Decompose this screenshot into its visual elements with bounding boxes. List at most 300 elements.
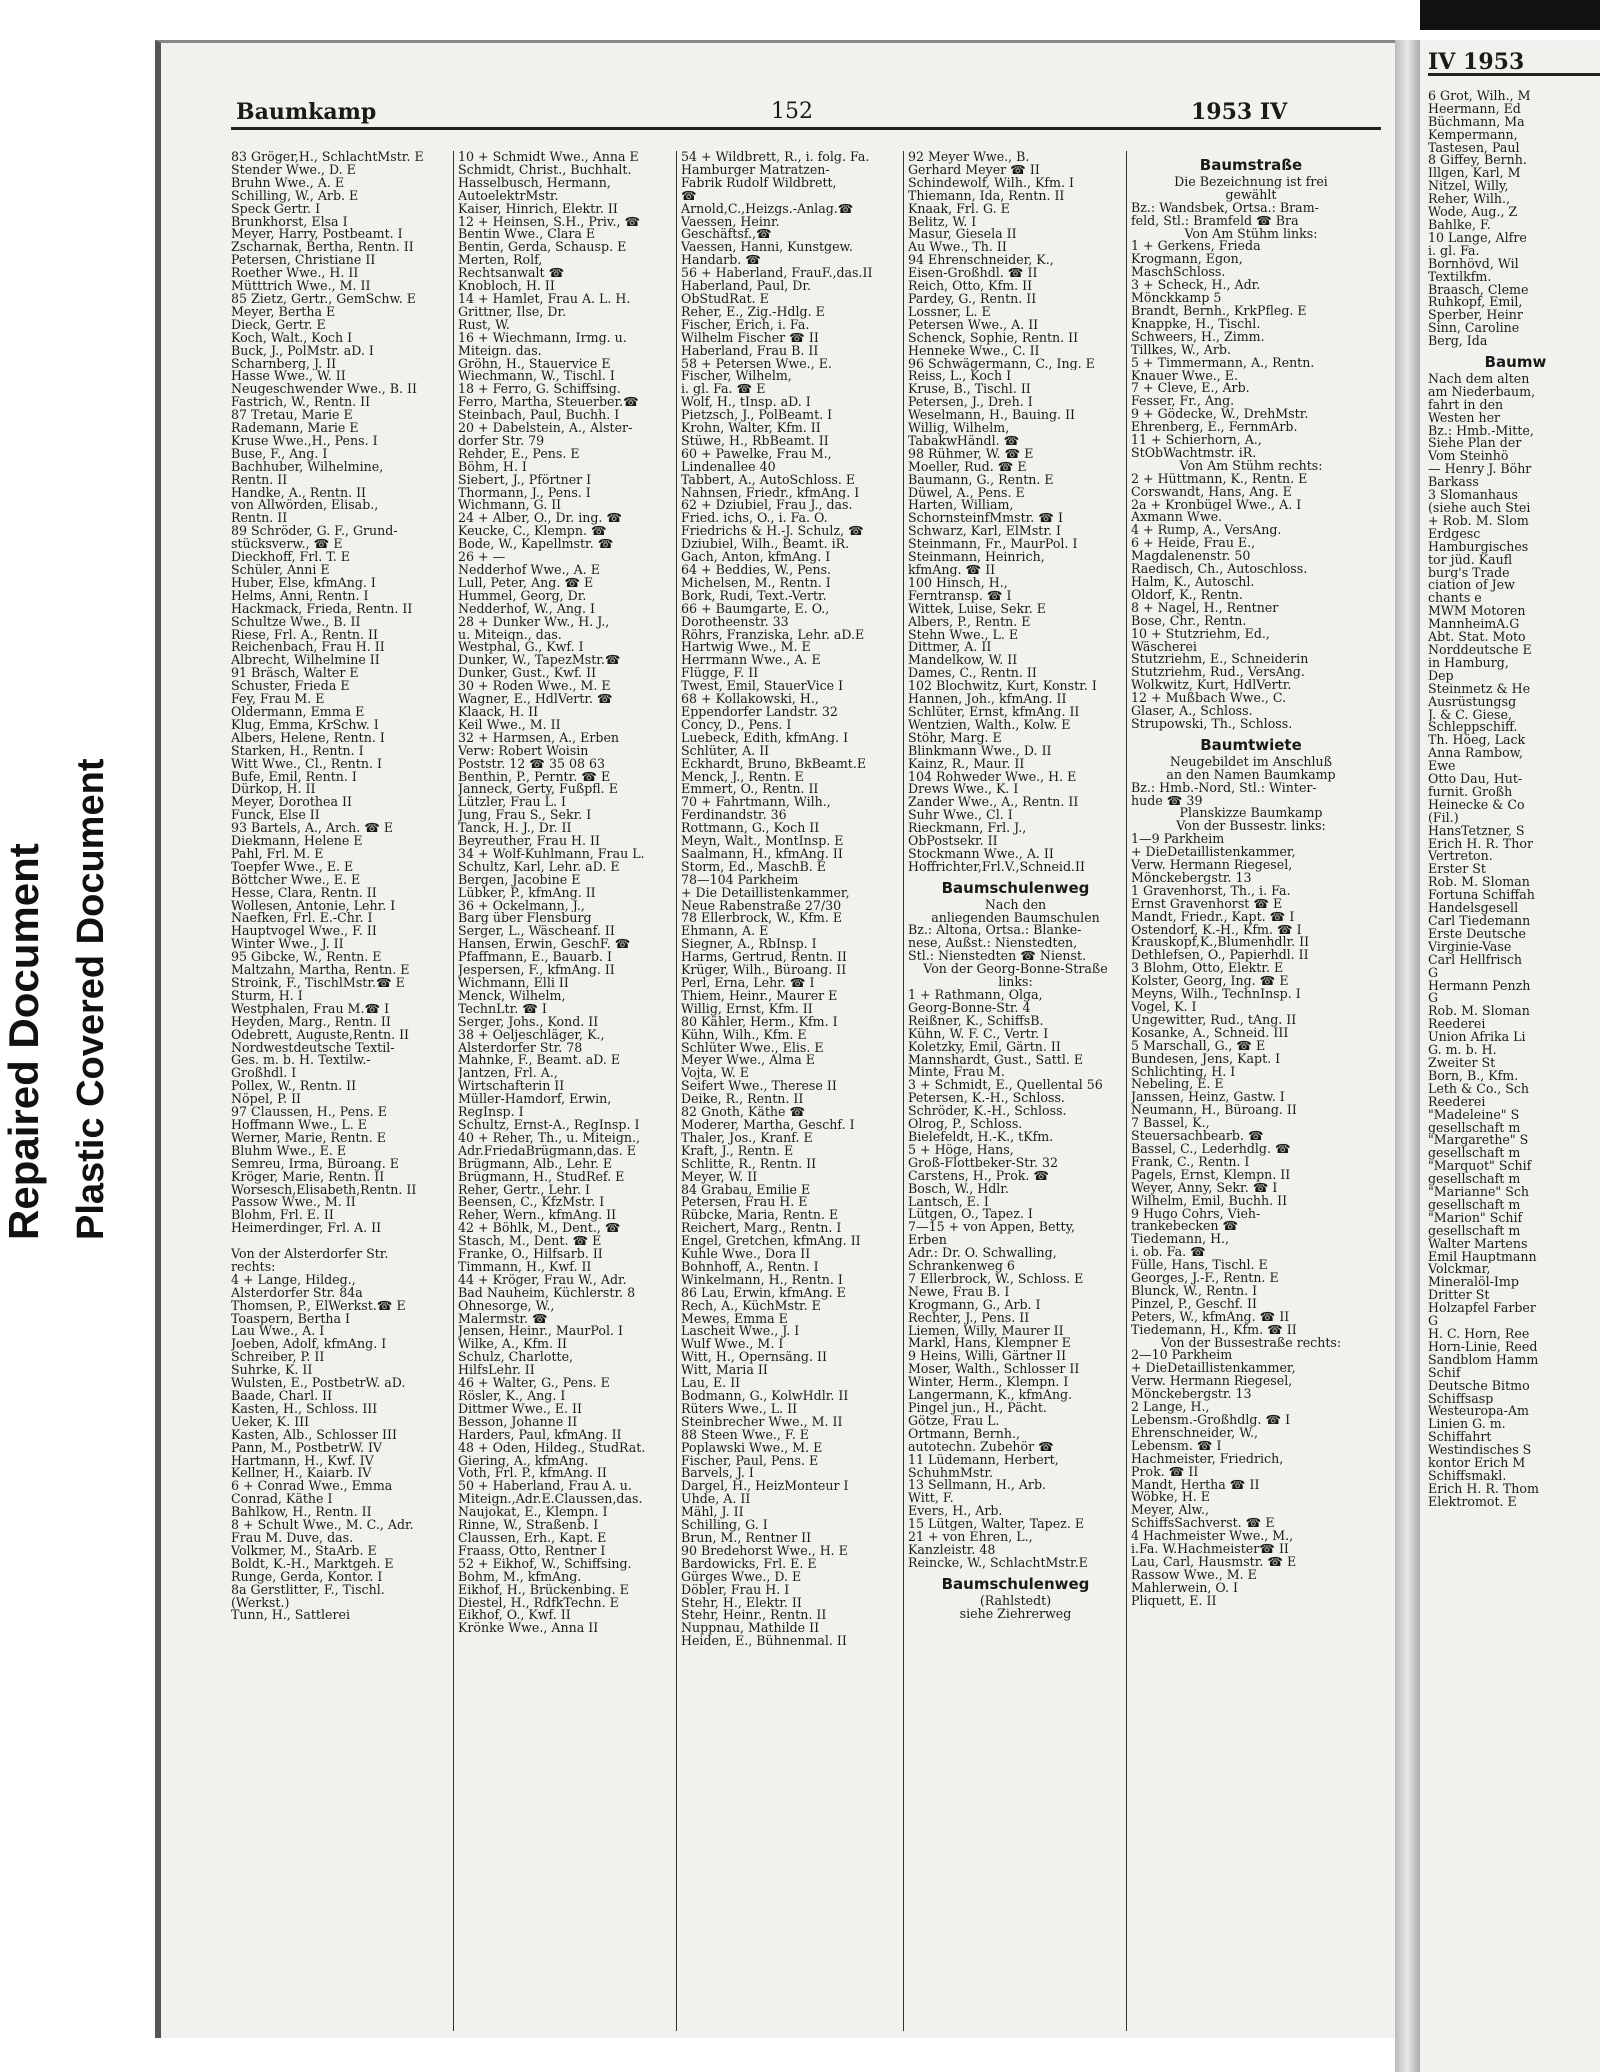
- directory-page: [155, 40, 1401, 2038]
- directory-entry: hude ☎ 39: [1131, 794, 1203, 808]
- directory-entry: Ruhkopf, Emil,: [1428, 296, 1523, 310]
- directory-entry: Merten, Rolf,: [458, 254, 543, 268]
- directory-entry: 102 Blochwitz, Kurt, Konstr. I: [908, 680, 1097, 694]
- directory-entry: Baumann, G., Rentn. E: [908, 473, 1054, 487]
- directory-entry: Alsterdorfer Str. 78: [458, 1041, 583, 1055]
- directory-entry: Schüler, Anni E: [231, 564, 330, 577]
- directory-entry: Pingel jun., H., Pächt.: [908, 1402, 1047, 1415]
- directory-entry: Kosanke, A., Schneid. III: [1131, 1026, 1289, 1040]
- directory-entry: 96 Schwägermann, C., Ing. E: [908, 357, 1095, 371]
- directory-entry: Volckmar,: [1428, 1263, 1491, 1277]
- directory-entry: Bluhm Wwe., E. E: [231, 1144, 347, 1158]
- directory-entry: 32 + Harmsen, A., Erben: [458, 731, 620, 745]
- directory-entry: Ferntransp. ☎ I: [908, 589, 1012, 603]
- directory-entry: MWM Motoren: [1428, 605, 1526, 619]
- directory-entry: 1 Gravenhorst, Th., i. Fa.: [1131, 884, 1291, 898]
- directory-entry: 68 + Kollakowski, H.,: [681, 693, 819, 706]
- directory-entry: Stehr, H., Elektr. II: [681, 1596, 802, 1610]
- directory-entry: Winter, Herm., Klempn. I: [908, 1376, 1069, 1390]
- directory-entry: Neue Rabenstraße 27/30: [681, 899, 842, 913]
- directory-entry: 7 Bassel, K.,: [1131, 1117, 1210, 1131]
- directory-entry: Rechtsanwalt ☎: [458, 267, 565, 281]
- directory-entry: Krauskopf,K.,Blumenhdlr. II: [1131, 936, 1310, 950]
- directory-entry: 3 Blohm, Otto, Elektr. E: [1131, 962, 1284, 976]
- directory-entry: Kolster, Georg, Ing. ☎ E: [1131, 975, 1289, 989]
- directory-entry: Moderer, Martha, Geschf. I: [681, 1118, 855, 1132]
- directory-entry: Winkelmann, H., Rentn. I: [681, 1273, 843, 1287]
- directory-entry: 30 + Roden Wwe., M. E: [458, 680, 611, 694]
- directory-entry: ObStudRat. E: [681, 292, 769, 306]
- directory-entry: Gröhn, H., Stauervice E: [458, 357, 611, 371]
- directory-entry: Menck, Wilhelm,: [458, 989, 566, 1003]
- directory-entry: Bentin Wwe., Clara E: [458, 228, 596, 242]
- directory-entry: Tiedemann, H., Kfm. ☎ II: [1131, 1323, 1297, 1337]
- directory-entry: Heimerdinger, Frl. A. II: [231, 1222, 382, 1236]
- directory-entry: Elektromot. E: [1428, 1495, 1517, 1509]
- directory-entry: Fischer, Erich, i. Fa.: [681, 318, 810, 332]
- directory-entry: Böttcher Wwe., E. E: [231, 873, 361, 887]
- directory-entry: Peters, W., kfmAng. ☎ II: [1131, 1310, 1290, 1324]
- directory-entry: Nedderhof, W., Ang. I: [458, 602, 595, 616]
- directory-entry: Siebert, J., Pförtner I: [458, 473, 592, 487]
- directory-entry: Perl, Erna, Lehr. ☎ I: [681, 977, 815, 990]
- directory-entry: (Werkst.): [231, 1596, 290, 1610]
- directory-entry: Schultz, Ernst-A., RegInsp. I: [458, 1118, 640, 1132]
- directory-entry: Fischer, Wilhelm,: [681, 370, 792, 384]
- directory-entry: Toaspern, Bertha I: [231, 1312, 351, 1326]
- directory-entry: Koletzky, Emil, Gärtn. II: [908, 1040, 1061, 1054]
- directory-entry: Rottmann, G., Koch II: [681, 822, 820, 836]
- directory-entry: i. ob. Fa. ☎: [1131, 1246, 1206, 1260]
- directory-entry: TechnLtr. ☎ I: [458, 1002, 547, 1016]
- directory-entry: 78 Ellerbrock, W., Kfm. E: [681, 912, 843, 926]
- directory-entry: Reichert, Marg., Rentn. I: [681, 1222, 842, 1236]
- directory-entry: Schilling, G. I: [681, 1519, 768, 1532]
- directory-entry: chants e: [1428, 592, 1482, 606]
- directory-entry: Luebeck, Edith, kfmAng. I: [681, 731, 849, 745]
- directory-entry: Petersen, Frau H. E: [681, 1196, 808, 1210]
- directory-entry: Poplawski Wwe., M. E: [681, 1441, 823, 1455]
- directory-entry: Buck, J., PolMstr. aD. I: [231, 344, 374, 358]
- directory-entry: Wilhelm, Emil, Buchh. II: [1131, 1194, 1288, 1208]
- directory-entry: Hackmack, Frieda, Rentn. II: [231, 602, 413, 616]
- directory-entry: G: [1428, 992, 1439, 1006]
- section-note: gewählt: [1225, 186, 1277, 202]
- directory-entry: Hoffrichter,Frl.V.,Schneid.II: [908, 860, 1085, 874]
- directory-entry: 15 Lütgen, Walter, Tapez. E: [908, 1518, 1085, 1532]
- directory-entry: 12 + Mußbach Wwe., C.: [1131, 692, 1287, 706]
- directory-entry: Willig, Ernst, Kfm. II: [681, 1002, 813, 1016]
- directory-entry: Adr.: Dr. O. Schwalling,: [908, 1247, 1057, 1261]
- directory-entry: 1 + Rathmann, Olga,: [908, 989, 1043, 1002]
- directory-entry: Funck, Else II: [231, 809, 320, 823]
- directory-entry: Stutzriehm, Rud., VersAng.: [1131, 666, 1305, 680]
- directory-entry: Miteign. das.: [458, 344, 542, 358]
- directory-entry: Keil Wwe., M. II: [458, 718, 561, 732]
- directory-entry: Vom Steinhö: [1428, 450, 1509, 464]
- directory-entry: Fesser, Fr., Ang.: [1131, 395, 1235, 409]
- directory-entry: Emmert, O., Rentn. II: [681, 783, 819, 797]
- directory-entry: in Hamburg,: [1428, 656, 1509, 670]
- directory-entry: Timmann, H., Kwf. II: [458, 1260, 592, 1274]
- directory-entry: Düwel, A., Pens. E: [908, 486, 1025, 500]
- directory-entry: Reher, Wilh.,: [1428, 193, 1511, 207]
- directory-entry: autotechn. Zubehör ☎: [908, 1440, 1054, 1454]
- directory-entry: 6 + Conrad Wwe., Emma: [231, 1480, 393, 1494]
- directory-entry: Vaessen, Heinr.: [681, 215, 780, 229]
- directory-entry: 28 + Dunker Ww., H. J.,: [458, 615, 610, 629]
- directory-entry: 5 + Timmermann, A., Rentn.: [1131, 356, 1315, 370]
- directory-entry: Meyer, W. II: [681, 1170, 758, 1184]
- directory-entry: Steinmann, Heinrich,: [908, 551, 1045, 564]
- directory-entry: Conrad, Käthe I: [231, 1493, 333, 1507]
- directory-entry: Janneck, Gerty, Fußpfl. E: [458, 783, 618, 797]
- directory-entry: Miteign.,Adr.E.Claussen,das.: [458, 1493, 643, 1507]
- directory-entry: Mandelkow, W. II: [908, 654, 1018, 668]
- directory-entry: Barg über Flensburg: [458, 912, 592, 926]
- directory-entry: Tunn, H., Sattlerei: [231, 1609, 350, 1623]
- directory-entry: Stroink, F., TischlMstr.☎ E: [231, 977, 405, 990]
- directory-entry: HansTetzner, S: [1428, 824, 1525, 838]
- directory-entry: Wittek, Luise, Sekr. E: [908, 602, 1046, 616]
- directory-entry: Herrmann Wwe., A. E: [681, 654, 821, 668]
- directory-entry: Zander Wwe., A., Rentn. II: [908, 796, 1079, 810]
- directory-entry: Vertreton.: [1428, 850, 1493, 864]
- directory-entry: ☎: [681, 189, 697, 203]
- directory-entry: Georg-Bonne-Str. 4: [908, 1001, 1031, 1015]
- directory-entry: Storm, Ed., MaschB. E: [681, 860, 826, 874]
- directory-entry: "Marion" Schif: [1428, 1211, 1523, 1225]
- directory-entry: Stutzriehm, E., Schneiderin: [1131, 653, 1309, 667]
- directory-entry: Schleppschiff.: [1428, 721, 1518, 735]
- directory-entry: Westphalen, Frau M.☎ I: [231, 1002, 390, 1016]
- directory-entry: Ueker, K. III: [231, 1415, 310, 1429]
- directory-entry: Lütgen, O., Tapez. I: [908, 1208, 1033, 1222]
- directory-entry: Nach dem alten: [1428, 372, 1530, 386]
- directory-entry: 87 Tretau, Marie E: [231, 409, 353, 423]
- directory-entry: Stender Wwe., D. E: [231, 163, 356, 177]
- directory-entry: Stehn Wwe., L. E: [908, 628, 1019, 642]
- directory-entry: Deike, R., Rentn. II: [681, 1093, 804, 1107]
- directory-entry: Arnold,C.,Heizgs.-Anlag.☎: [681, 202, 854, 216]
- adjacent-page: [1420, 40, 1600, 2072]
- column-4: [908, 151, 1123, 1621]
- directory-entry: Blunck, W., Rentn. I: [1131, 1284, 1258, 1298]
- directory-entry: Saalmann, H., kfmAng. II: [681, 847, 843, 861]
- directory-entry: Virginie-Vase: [1428, 940, 1512, 954]
- directory-entry: Bork, Rudi, Text.-Vertr.: [681, 589, 827, 603]
- directory-entry: 93 Bartels, A., Arch. ☎ E: [231, 822, 394, 836]
- directory-entry: Olrog, P., Schloss.: [908, 1118, 1023, 1131]
- directory-entry: 1—9 Parkheim: [1131, 833, 1225, 847]
- directory-entry: Mütttrich Wwe., M. II: [231, 280, 371, 293]
- directory-entry: Hartmann, H., Kwf. IV: [231, 1454, 374, 1468]
- directory-entry: Bosch, W., Hdlr.: [908, 1182, 1009, 1196]
- directory-entry: Tastesen, Paul: [1428, 141, 1520, 155]
- directory-entry: Meyer, Bertha E: [231, 305, 336, 319]
- directory-entry: stücksverw., ☎ E: [231, 538, 343, 552]
- directory-entry: Schreiber, P. II: [231, 1351, 325, 1365]
- directory-entry: Beensen, C., KfzMstr. I: [458, 1196, 605, 1210]
- directory-entry: 58 + Petersen Wwe., E.: [681, 357, 832, 371]
- directory-entry: Hummel, Georg, Dr.: [458, 589, 587, 603]
- directory-entry: Pardey, G., Rentn. II: [908, 292, 1037, 306]
- directory-entry: Concy, D., Pens. I: [681, 718, 792, 732]
- directory-entry: Stasch, M., Dent. ☎ E: [458, 1235, 602, 1249]
- directory-entry: Zweiter St: [1428, 1056, 1496, 1070]
- directory-entry: Eppendorfer Landstr. 32: [681, 705, 838, 719]
- directory-entry: 10 + Stutzriehm, Ed.,: [1131, 627, 1270, 641]
- directory-entry: Wichmann, G. II: [458, 499, 562, 513]
- directory-entry: SchornsteinfMmstr. ☎ I: [908, 512, 1063, 526]
- section-note: Von der Georg-Bonne-Straße: [923, 961, 1108, 977]
- directory-entry: Rehder, E., Pens. E: [458, 447, 580, 461]
- directory-entry: 54 + Wildbrett, R., i. folg. Fa.: [681, 151, 870, 164]
- directory-entry: Dittmer Wwe., E. II: [458, 1402, 583, 1416]
- directory-entry: Zscharnak, Bertha, Rentn. II: [231, 241, 414, 255]
- directory-entry: Reher, Gertr., Lehr. I: [458, 1183, 590, 1197]
- directory-entry: Mahnke, F., Beamt. aD. E: [458, 1054, 621, 1068]
- directory-entry: tor jüd. Kaufl: [1428, 553, 1513, 567]
- directory-entry: Kaiser, Hinrich, Elektr. II: [458, 202, 618, 216]
- directory-entry: 24 + Alber, O., Dr. ing. ☎: [458, 512, 623, 526]
- directory-entry: Hamburgisches: [1428, 540, 1529, 554]
- directory-entry: Menck, J., Rentn. E: [681, 770, 804, 784]
- section-note: (Rahlstedt): [979, 1592, 1052, 1608]
- directory-entry: Kühn, W. F. C., Vertr. I: [908, 1027, 1049, 1041]
- directory-entry: Fischer, Paul, Pens. E: [681, 1454, 819, 1468]
- directory-entry: Carl Tiedemann: [1428, 915, 1531, 928]
- directory-entry: 48 + Oden, Hildeg., StudRat.: [458, 1441, 646, 1455]
- directory-entry: 3 + Schmidt, E., Quellental 56: [908, 1079, 1103, 1093]
- directory-entry: Strupowski, Th., Schloss.: [1131, 717, 1293, 731]
- directory-entry: 10 Lange, Alfre: [1428, 231, 1527, 245]
- directory-entry: 2—10 Parkheim: [1131, 1349, 1233, 1363]
- directory-entry: HilfsLehr. II: [458, 1364, 535, 1378]
- directory-entry: Ehrenschneider, W.,: [1131, 1426, 1259, 1440]
- directory-entry: gesellschaft m: [1428, 1121, 1521, 1135]
- directory-entry: Knappke, H., Tischl.: [1131, 317, 1261, 331]
- directory-entry: Kanzleistr. 48: [908, 1543, 996, 1557]
- directory-entry: Westphal, G., Kwf. I: [458, 641, 584, 655]
- directory-entry: Petersen, J., Dreh. I: [908, 396, 1033, 410]
- directory-entry: Illgen, Karl, M: [1428, 167, 1521, 181]
- directory-entry: Rechter, J., Pens. II: [908, 1311, 1030, 1325]
- directory-entry: Pfaffmann, E., Bauarb. I: [458, 951, 612, 965]
- directory-entry: Braasch, Cleme: [1428, 283, 1529, 297]
- directory-entry: Weyer, Anny, Sekr. ☎ I: [1131, 1181, 1278, 1195]
- directory-entry: Groß-Flottbeker-Str. 32: [908, 1156, 1059, 1170]
- directory-entry: Bielefeldt, H.-K., tKfm.: [908, 1130, 1054, 1144]
- directory-entry: Kuhle Wwe., Dora II: [681, 1248, 811, 1261]
- directory-entry: (siehe auch Stei: [1428, 502, 1531, 515]
- directory-entry: Rentn. II: [231, 512, 288, 526]
- directory-entry: Hamburger Matratzen-: [681, 163, 830, 177]
- directory-entry: Seifert Wwe., Therese II: [681, 1080, 837, 1094]
- directory-entry: ObPostsekr. II: [908, 835, 998, 848]
- directory-entry: Schilling, W., Arb. E: [231, 189, 359, 203]
- directory-entry: 2 + Hüttmann, K., Rentn. E: [1131, 472, 1308, 486]
- directory-entry: Pinzel, P., Geschf. II: [1131, 1297, 1257, 1311]
- directory-entry: Westen her: [1428, 411, 1501, 425]
- directory-entry: Rübcke, Maria, Rentn. E: [681, 1209, 839, 1223]
- section-note: links:: [998, 974, 1033, 990]
- directory-entry: Speck Gertr. I: [231, 202, 321, 216]
- directory-entry: Eisen-Großhdl. ☎ II: [908, 267, 1038, 281]
- directory-entry: Dames, C., Rentn. II: [908, 667, 1037, 681]
- directory-entry: Alsterdorfer Str. 84a: [231, 1286, 363, 1300]
- directory-entry: Textilkfm.: [1428, 270, 1492, 284]
- directory-entry: Westindisches S: [1428, 1444, 1532, 1458]
- section-note: Nach den: [984, 896, 1047, 912]
- directory-entry: Reiss, L., Koch I: [908, 370, 1012, 384]
- directory-entry: Erich H. R. Thom: [1428, 1482, 1539, 1496]
- directory-entry: Helms, Anni, Rentn. I: [231, 589, 369, 603]
- directory-entry: Heermann, Ed: [1428, 102, 1521, 116]
- directory-entry: 50 + Haberland, Frau A. u.: [458, 1480, 632, 1494]
- directory-entry: Vogel, K. I: [1131, 1001, 1197, 1014]
- directory-entry: Haberland, Paul, Dr.: [681, 280, 812, 293]
- directory-entry: Schwarz, Karl, ElMstr. I: [908, 525, 1061, 539]
- directory-entry: trankebecken ☎: [1131, 1220, 1239, 1234]
- directory-entry: Siegner, A., RbInsp. I: [681, 938, 817, 952]
- directory-entry: 90 Bredehorst Wwe., H. E: [681, 1544, 848, 1558]
- directory-entry: Pann, M., PostbetrW. IV: [231, 1441, 383, 1455]
- directory-entry: Kühn, Wilh., Kfm. E: [681, 1028, 807, 1042]
- directory-entry: Von der Alsterdorfer Str.: [231, 1248, 389, 1261]
- column-5: [1131, 151, 1371, 1608]
- section-note: Planskizze Baumkamp: [1179, 805, 1323, 821]
- directory-entry: am Niederbaum,: [1428, 385, 1536, 399]
- directory-entry: 62 + Dziubiel, Frau J., das.: [681, 499, 853, 513]
- directory-entry: Hermann Penzh: [1428, 979, 1531, 993]
- directory-entry: Knauer Wwe., E.: [1131, 369, 1238, 383]
- directory-entry: + Die Detaillistenkammer,: [681, 886, 850, 900]
- directory-entry: Leth & Co., Sch: [1428, 1082, 1530, 1096]
- directory-entry: Nitzel, Willy,: [1428, 180, 1509, 194]
- directory-entry: Wagner, E., HdlVertr. ☎: [458, 693, 613, 706]
- directory-entry: 14 + Hamlet, Frau A. L. H.: [458, 292, 631, 306]
- directory-entry: 9 Heins, Willi, Gärtner II: [908, 1350, 1067, 1364]
- directory-entry: Suhrke, K. II: [231, 1364, 313, 1378]
- directory-entry: Mahlerwein, O. I: [1131, 1581, 1238, 1595]
- directory-entry: Nahnsen, Friedr., kfmAng. I: [681, 486, 860, 500]
- section-note: Von Am Stühm rechts:: [1179, 457, 1323, 473]
- directory-entry: Minte, Frau M.: [908, 1066, 1005, 1080]
- directory-entry: Jensen, Heinr., MaurPol. I: [458, 1325, 623, 1339]
- directory-entry: Twest, Emil, StauerVice I: [681, 680, 844, 694]
- directory-entry: Erich H. R. Thor: [1428, 837, 1533, 851]
- directory-entry: Lascheit Wwe., J. I: [681, 1325, 800, 1339]
- page-header: [161, 99, 1401, 129]
- directory-entry: Mähl, J. II: [681, 1506, 744, 1520]
- directory-entry: Sandblom Hamm: [1428, 1353, 1539, 1367]
- directory-entry: Kruse Wwe.,H., Pens. I: [231, 434, 378, 448]
- directory-entry: 1 + Gerkens, Frieda: [1131, 240, 1261, 254]
- section-note: Von der Bussestraße rechts:: [1160, 1334, 1342, 1350]
- directory-entry: Albrecht, Wilhelmine II: [231, 654, 380, 668]
- directory-entry: Schlitte, R., Rentn. II: [681, 1157, 817, 1171]
- directory-entry: 8 + Schult Wwe., M. C., Adr.: [231, 1519, 414, 1532]
- directory-entry: Bodmann, G., KolwHdlr. II: [681, 1390, 849, 1403]
- directory-entry: 42 + Böhlk, M., Dent., ☎: [458, 1222, 621, 1236]
- directory-entry: Carl Hellfrisch: [1428, 953, 1523, 967]
- directory-entry: Schiffsmakl.: [1428, 1469, 1507, 1483]
- section-note: Die Bezeichnung ist frei: [1174, 173, 1328, 189]
- directory-entry: Meyer Wwe., Alma E: [681, 1054, 815, 1068]
- directory-entry: Petersen, K.-H., Schloss.: [908, 1092, 1065, 1106]
- book-spine: [1395, 40, 1420, 2072]
- directory-entry: Janssen, Heinz, Gastw. I: [1131, 1091, 1285, 1105]
- directory-entry: Meyer, Dorothea II: [231, 796, 352, 810]
- directory-entry: Suhr Wwe., Cl. I: [908, 809, 1013, 823]
- directory-entry: 100 Hinsch, H.,: [908, 576, 1008, 590]
- directory-entry: kontor Erich M: [1428, 1457, 1526, 1470]
- directory-entry: Reichenbach, Frau H. II: [231, 641, 385, 655]
- scan-edge-band: [1420, 0, 1600, 30]
- directory-entry: Hesse, Clara, Rentn. II: [231, 886, 377, 900]
- directory-entry: 21 + von Ehren, L.,: [908, 1531, 1033, 1544]
- directory-entry: 38 + Oeljeschläger, K.,: [458, 1028, 605, 1042]
- directory-entry: 3 Slomanhaus: [1428, 489, 1519, 502]
- directory-entry: Witt, H., Opernsäng. II: [681, 1351, 827, 1365]
- directory-entry: Wichmann, Elli II: [458, 977, 569, 990]
- directory-entry: Jantzen, Frl. A.,: [458, 1067, 558, 1081]
- directory-entry: 97 Claussen, H., Pens. E: [231, 1106, 387, 1119]
- directory-entry: Witt Wwe., Cl., Rentn. I: [231, 757, 382, 771]
- directory-entry: Bornhövd, Wil: [1428, 257, 1519, 271]
- directory-entry: Schiffahrt: [1428, 1431, 1492, 1445]
- directory-entry: Jung, Frau S., Sekr. I: [458, 809, 592, 823]
- directory-entry: Holzapfel Farber: [1428, 1302, 1536, 1316]
- directory-entry: "Margarethe" S: [1428, 1134, 1529, 1148]
- directory-entry: Rentn. II: [231, 473, 288, 487]
- directory-entry: Berg, Ida: [1428, 335, 1488, 349]
- directory-entry: Harders, Paul, kfmAng. II: [458, 1428, 622, 1442]
- directory-entry: Schröder, K.-H., Schloss.: [908, 1105, 1067, 1119]
- directory-entry: 5 + Höge, Hans,: [908, 1143, 1014, 1157]
- directory-entry: Klug, Emma, KrSchw. I: [231, 718, 379, 732]
- directory-entry: Lebensm. ☎ I: [1131, 1439, 1222, 1453]
- directory-entry: Ohnesorge, W.,: [458, 1299, 555, 1313]
- directory-entry: Th. Höeg, Lack: [1428, 734, 1526, 748]
- directory-entry: Vojta, W. E: [681, 1067, 749, 1081]
- directory-entry: Bundesen, Jens, Kapt. I: [1131, 1052, 1281, 1066]
- directory-entry: Schlüter, Ernst, kfmAng. II: [908, 705, 1080, 719]
- directory-entry: 11 Lüdemann, Herbert,: [908, 1453, 1059, 1467]
- directory-entry: Schweers, H., Zimm.: [1131, 330, 1265, 344]
- directory-entry: Sperber, Heinr: [1428, 309, 1523, 323]
- directory-entry: Bufe, Emil, Rentn. I: [231, 770, 357, 784]
- directory-entry: Müller-Hamdorf, Erwin,: [458, 1093, 612, 1107]
- directory-entry: Lull, Peter, Ang. ☎ E: [458, 576, 594, 590]
- directory-entry: Au Wwe., Th. II: [908, 241, 1007, 255]
- directory-entry: Fülle, Hans, Tischl. E: [1131, 1259, 1268, 1273]
- directory-entry: 94 Ehrenschneider, K.,: [908, 254, 1054, 268]
- directory-entry: Schmidt, Christ., Buchhalt.: [458, 163, 632, 177]
- directory-entry: Poststr. 12 ☎ 35 08 63: [458, 757, 606, 771]
- directory-entry: Tabbert, A., AutoSchloss. E: [681, 473, 856, 487]
- directory-entry: Witt, F.: [908, 1492, 954, 1506]
- directory-entry: Flügge, F. II: [681, 667, 759, 681]
- directory-entry: Fraass, Otto, Rentner I: [458, 1544, 606, 1558]
- section-note: an den Namen Baumkamp: [1166, 766, 1336, 782]
- directory-entry: Schlüter Wwe., Elis. E: [681, 1041, 824, 1055]
- directory-entry: 20 + Dabelstein, A., Alster-: [458, 422, 633, 435]
- directory-entry: 6 + Heide, Frau E.,: [1131, 537, 1256, 551]
- directory-entry: 7 Ellerbrock, W., Schloss. E: [908, 1272, 1084, 1286]
- directory-entry: Rech, A., KüchMstr. E: [681, 1299, 821, 1313]
